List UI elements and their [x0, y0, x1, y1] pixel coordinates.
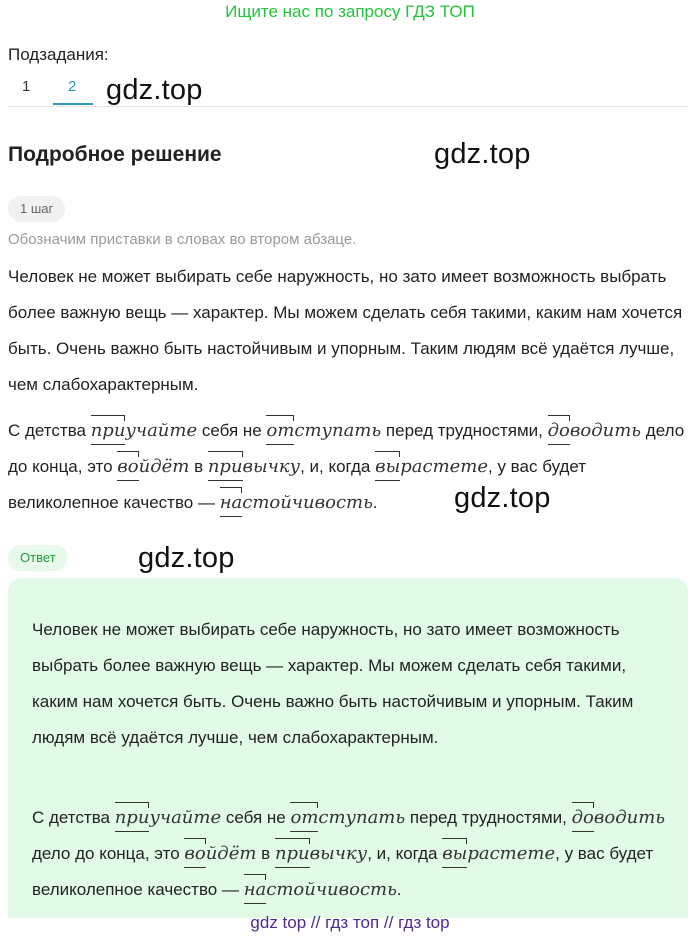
prefix-mark: от [266, 413, 294, 449]
answer-paragraph-2 [32, 800, 682, 908]
watermark: gdz.top [454, 482, 551, 514]
text-fragment: перед трудностями, [381, 421, 548, 440]
text-fragment: . [396, 880, 402, 899]
handwritten-word: войдёт [117, 456, 189, 477]
solution-paragraph-1: Человек не может выбирать себе наружность, но зато имеет возможность выбрать более важную вещь — характер. Мы можем сделать себя такими, каким нам хочется быть. Очень важно быть настойчивым и упорным. Таким людям всё удаётся лучше, чем слабохарактерным. [8, 267, 683, 394]
prefix-mark: до [548, 413, 570, 449]
text-fragment: дело до конца, это [8, 421, 685, 476]
handwritten-word: привычку [208, 456, 300, 477]
text-fragment: , у вас будет великолепное качество — [32, 844, 654, 899]
subtasks-label: Подзадания: [8, 45, 109, 64]
active-tab-indicator [53, 103, 93, 105]
step-hint: Обозначим приставки в словах во втором абзаце. [8, 231, 357, 248]
subtask-tab-2[interactable]: 2 [68, 78, 77, 95]
prefix-mark: до [572, 800, 594, 836]
text-fragment: в [256, 844, 275, 863]
prefix-mark: от [290, 800, 318, 836]
subtask-tab-1[interactable]: 1 [22, 78, 31, 95]
section-title: Подробное решение [8, 143, 222, 166]
step-badge: 1 шаг [8, 196, 65, 222]
handwritten-word: приучайте [91, 420, 197, 441]
text-fragment: себя не [197, 421, 267, 440]
text-fragment: , и, когда [300, 457, 376, 476]
prefix-mark: на [220, 485, 243, 521]
text-fragment: С детства [32, 808, 115, 827]
watermark: gdz.top [434, 138, 531, 170]
text-fragment: . [372, 493, 378, 512]
handwritten-word: войдёт [184, 843, 256, 864]
prefix-mark: на [244, 872, 267, 908]
text-fragment: , и, когда [367, 844, 443, 863]
prefix-mark: вы [442, 836, 467, 872]
handwritten-word: привычку [275, 843, 367, 864]
prefix-mark: при [91, 413, 126, 449]
watermark: gdz.top [106, 74, 203, 106]
text-fragment: перед трудностями, [405, 808, 572, 827]
handwritten-word: вырастете [442, 843, 555, 864]
footer-links[interactable]: gdz top // гдз топ // гдз top [250, 913, 450, 932]
answer-paragraph-1: Человек не может выбирать себе наружность, но зато имеет возможность выбрать более важную вещь — характер. Мы можем сделать себя такими, каким нам хочется быть. Очень важно быть настойчивым и упорным. Таким людям всё удаётся лучше, чем слабохарактерным. [32, 620, 634, 747]
handwritten-word: вырастете [375, 456, 488, 477]
handwritten-word: отступать [290, 807, 405, 828]
handwritten-word: настойчивость [220, 492, 373, 513]
top-banner: Ищите нас по запросу ГДЗ ТОП [225, 2, 475, 21]
watermark: gdz.top [138, 542, 235, 574]
text-fragment: С детства [8, 421, 91, 440]
text-fragment: , у вас будет великолепное качество — [8, 457, 587, 512]
handwritten-word: настойчивость [244, 879, 397, 900]
prefix-mark: вы [375, 449, 400, 485]
prefix-mark: при [275, 836, 310, 872]
text-fragment: дело до конца, это [32, 844, 185, 863]
prefix-mark: во [184, 836, 205, 872]
prefix-mark: при [208, 449, 243, 485]
prefix-mark: при [115, 800, 150, 836]
prefix-mark: во [117, 449, 138, 485]
handwritten-word: приучайте [115, 807, 221, 828]
text-fragment: себя не [221, 808, 291, 827]
handwritten-word: доводить [572, 807, 665, 828]
solution-paragraph-2 [8, 413, 698, 521]
handwritten-word: доводить [548, 420, 641, 441]
handwritten-word: отступать [266, 420, 381, 441]
answer-badge: Ответ [8, 545, 68, 571]
text-fragment: в [189, 457, 208, 476]
